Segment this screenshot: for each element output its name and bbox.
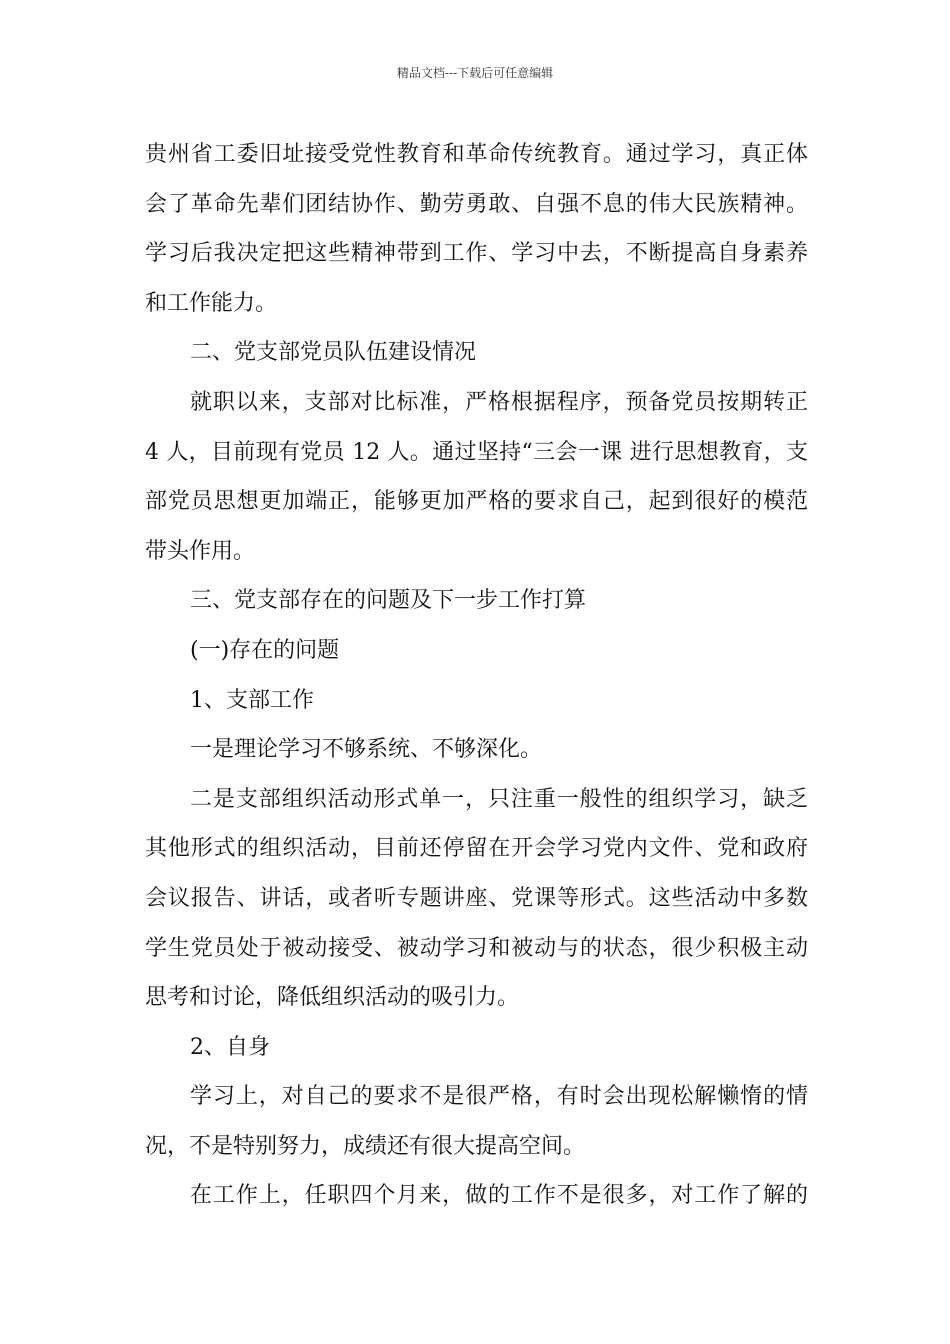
paragraph-line: 4 人，目前现有党员 12 人。通过坚持“三会一课 进行思想教育，支 — [145, 439, 808, 465]
subsection-heading: 1、支部工作 — [190, 687, 314, 713]
paragraph-line: 贵州省工委旧址接受党性教育和革命传统教育。通过学习，真正体 — [145, 142, 808, 167]
paragraph-line: 部党员思想更加端正，能够更加严格的要求自己，起到很好的模范 — [145, 489, 808, 515]
paragraph-line: 一是理论学习不够系统、不够深化。 — [190, 737, 543, 763]
document-body — [145, 130, 808, 1221]
paragraph-line: 会了革命先辈们团结协作、勤劳勇敢、自强不息的伟大民族精神。 — [145, 191, 808, 217]
paragraph-line: 就职以来，支部对比标准，严格根据程序，预备党员按期转正 — [190, 389, 808, 415]
paragraph-line: 带头作用。 — [145, 538, 256, 564]
section-heading: 三、党支部存在的问题及下一步工作打算 — [190, 588, 587, 614]
paragraph-line: 学生党员处于被动接受、被动学习和被动与的状态，很少积极主动 — [145, 935, 808, 961]
subsection-heading: (一)存在的问题 — [190, 637, 340, 663]
paragraph-line: 其他形式的组织活动，目前还停留在开会学习党内文件、党和政府 — [145, 836, 808, 862]
paragraph-line: 和工作能力。 — [145, 290, 278, 316]
paragraph-line: 学习后我决定把这些精神带到工作、学习中去，不断提高自身素养 — [145, 241, 808, 267]
paragraph-line: 二是支部组织活动形式单一，只注重一般性的组织学习，缺乏 — [190, 786, 808, 812]
paragraph-line: 在工作上，任职四个月来，做的工作不是很多，对工作了解的 — [190, 1183, 808, 1209]
page-header: 精品文档---下载后可任意编辑 — [396, 66, 554, 80]
paragraph-line: 学习上，对自己的要求不是很严格，有时会出现松解懒惰的情 — [190, 1084, 808, 1110]
subsection-heading: 2、自身 — [190, 1034, 270, 1060]
paragraph-line: 思考和讨论，降低组织活动的吸引力。 — [145, 985, 520, 1011]
section-heading: 二、党支部党员队伍建设情况 — [190, 340, 477, 366]
paragraph-line: 会议报告、讲话，或者听专题讲座、党课等形式。这些活动中多数 — [145, 885, 808, 911]
paragraph-line: 况，不是特别努力，成绩还有很大提高空间。 — [145, 1133, 586, 1159]
